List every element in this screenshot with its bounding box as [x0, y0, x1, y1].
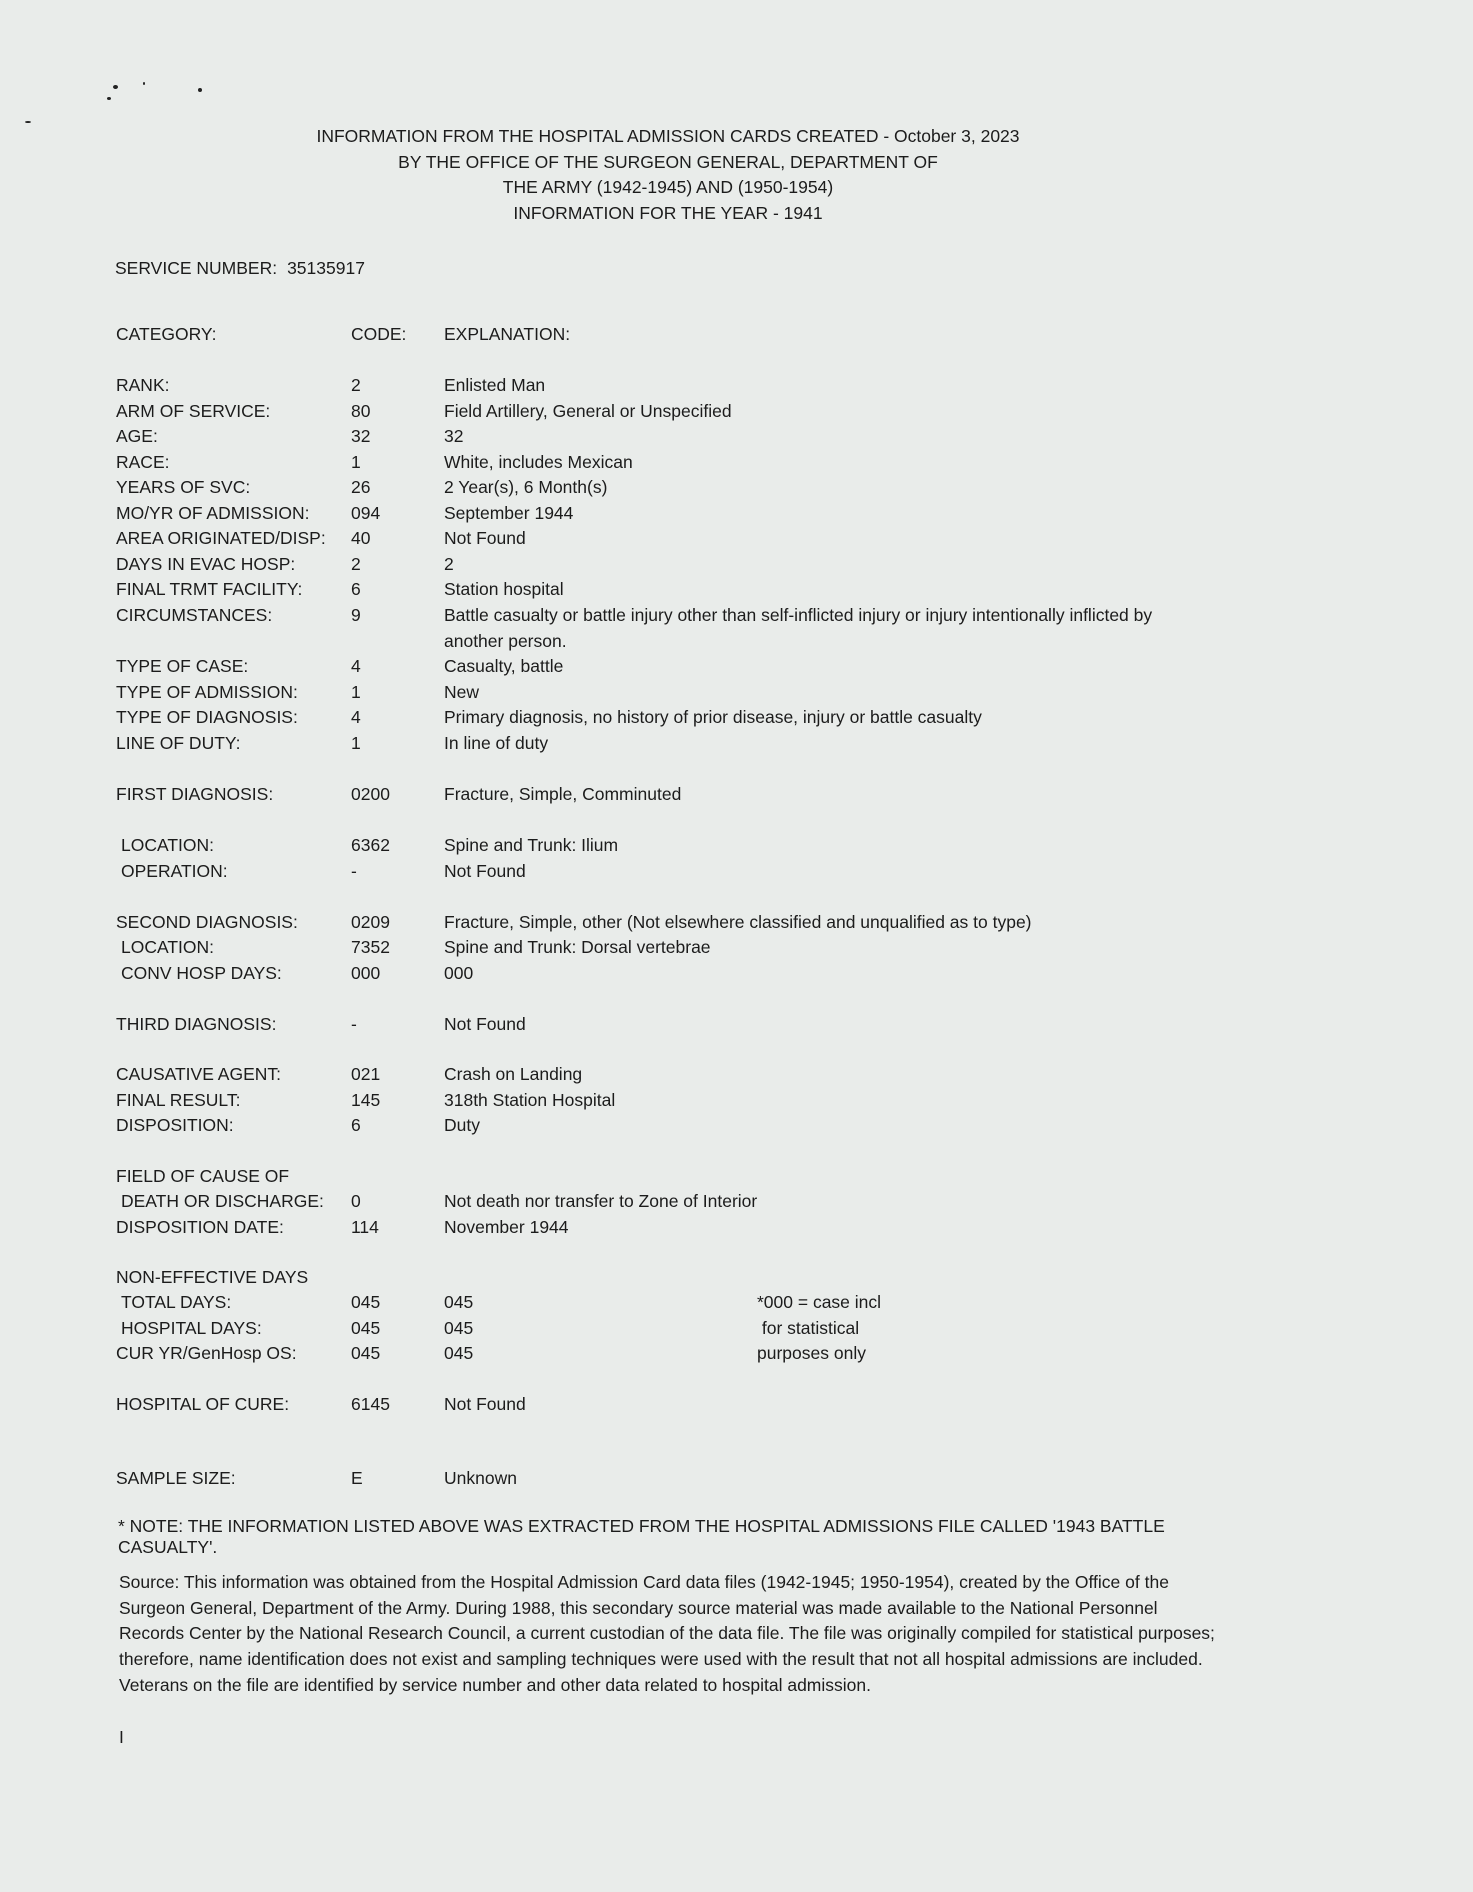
row-code: 021: [351, 1064, 381, 1084]
row-code: 6: [351, 1115, 361, 1135]
row-code: 6362: [351, 835, 390, 855]
extraction-note: * NOTE: THE INFORMATION LISTED ABOVE WAS EXTRACTED FROM THE HOSPITAL ADMISSIONS FILE CALLED '1943 BATTLE CASUALTY'.: [118, 1516, 1165, 1557]
row-explanation: 2: [444, 554, 454, 574]
row-category: NON-EFFECTIVE DAYS: [116, 1267, 309, 1287]
ink-speck: [25, 121, 31, 123]
row-explanation: 045: [444, 1318, 474, 1338]
row-explanation: Fracture, Simple, other (Not elsewhere classified and unqualified as to type): [444, 912, 1032, 932]
row-code: -: [351, 1014, 357, 1034]
service-number-value: 35135917: [287, 258, 365, 278]
row-category: ARM OF SERVICE:: [116, 401, 271, 421]
row-explanation: 000: [444, 963, 474, 983]
row-explanation: In line of duty: [444, 733, 549, 753]
column-header-explanation: EXPLANATION:: [444, 324, 571, 344]
row-category: TYPE OF DIAGNOSIS:: [116, 707, 298, 727]
column-header-code: CODE:: [351, 324, 407, 344]
row-category: SAMPLE SIZE:: [116, 1468, 236, 1488]
row-code: 045: [351, 1343, 381, 1363]
row-explanation: 045: [444, 1292, 474, 1312]
row-code: 7352: [351, 937, 390, 957]
row-code: 26: [351, 477, 371, 497]
row-explanation: Not Found: [444, 528, 526, 548]
row-code: 4: [351, 656, 361, 676]
row-category: YEARS OF SVC:: [116, 477, 251, 497]
row-explanation: Spine and Trunk: Dorsal vertebrae: [444, 937, 711, 957]
row-explanation: Not Found: [444, 1394, 526, 1414]
row-explanation: Casualty, battle: [444, 656, 564, 676]
row-category: LOCATION:: [121, 835, 215, 855]
row-category: OPERATION:: [121, 861, 228, 881]
row-explanation: Unknown: [444, 1468, 517, 1488]
row-category: DEATH OR DISCHARGE:: [121, 1191, 324, 1211]
row-explanation: White, includes Mexican: [444, 452, 633, 472]
header-line: INFORMATION FROM THE HOSPITAL ADMISSION CARDS CREATED - October 3, 2023: [316, 126, 1020, 146]
row-code: 80: [351, 401, 371, 421]
row-explanation: Duty: [444, 1115, 480, 1135]
row-category: CONV HOSP DAYS:: [121, 963, 282, 983]
row-explanation: Fracture, Simple, Comminuted: [444, 784, 682, 804]
statistical-note-line: purposes only: [757, 1343, 866, 1363]
row-code: 1: [351, 452, 361, 472]
header-line: THE ARMY (1942-1945) AND (1950-1954): [502, 177, 834, 197]
row-code: 094: [351, 503, 381, 523]
row-explanation: Battle casualty or battle injury other than self-inflicted injury or injury intentionally inflicted by another person.: [444, 605, 1153, 651]
row-code: 0: [351, 1191, 361, 1211]
row-category: LINE OF DUTY:: [116, 733, 241, 753]
row-explanation: Field Artillery, General or Unspecified: [444, 401, 732, 421]
row-explanation: Not Found: [444, 861, 526, 881]
page-mark: I: [119, 1727, 124, 1747]
row-category: CIRCUMSTANCES:: [116, 605, 273, 625]
row-explanation: Not death nor transfer to Zone of Interior: [444, 1191, 758, 1211]
row-category: FINAL RESULT:: [116, 1090, 241, 1110]
statistical-note-line: for statistical: [757, 1317, 860, 1338]
row-code: 2: [351, 375, 361, 395]
row-explanation: Crash on Landing: [444, 1064, 583, 1084]
row-code: 4: [351, 707, 361, 727]
service-number-label: SERVICE NUMBER:: [115, 258, 278, 278]
row-explanation: 2 Year(s), 6 Month(s): [444, 477, 608, 497]
row-category: CAUSATIVE AGENT:: [116, 1064, 281, 1084]
row-code: 2: [351, 554, 361, 574]
row-code: -: [351, 861, 357, 881]
ink-speck: [198, 88, 202, 92]
row-explanation: Station hospital: [444, 579, 564, 599]
row-category: RANK:: [116, 375, 170, 395]
row-category: TYPE OF ADMISSION:: [116, 682, 298, 702]
row-code: 045: [351, 1318, 381, 1338]
row-explanation: September 1944: [444, 503, 574, 523]
row-explanation: 318th Station Hospital: [444, 1090, 616, 1110]
row-code: 114: [351, 1217, 379, 1237]
row-explanation: November 1944: [444, 1217, 569, 1237]
row-category: LOCATION:: [121, 937, 215, 957]
row-explanation: Primary diagnosis, no history of prior disease, injury or battle casualty: [444, 707, 982, 727]
row-code: 32: [351, 426, 371, 446]
row-code: 6145: [351, 1394, 390, 1414]
column-header-category: CATEGORY:: [116, 324, 217, 344]
row-explanation: Not Found: [444, 1014, 526, 1034]
row-category: AREA ORIGINATED/DISP:: [116, 528, 326, 548]
row-category: FIRST DIAGNOSIS:: [116, 784, 274, 804]
row-category: AGE:: [116, 426, 158, 446]
source-paragraph: Source: This information was obtained from the Hospital Admission Card data files (1942-1945; 1950-1954), created by the Office of the Surgeon General, Department of the Army. During 1988, this secondary source material was made available to the National Personnel Records Center by the National Research Council, a current custodian of the data file. The file was originally compiled for statistical purposes; therefore, name identification does not exist and sampling techniques were used with the result that not all hospital admissions are included. Veterans on the file are identified by service number and other data related to hospital admission.: [119, 1572, 1215, 1695]
row-category: FINAL TRMT FACILITY:: [116, 579, 303, 599]
row-category: SECOND DIAGNOSIS:: [116, 912, 298, 932]
row-code: 0200: [351, 784, 390, 804]
document-header: [0, 124, 1336, 226]
service-number: [115, 258, 375, 279]
row-explanation: Spine and Trunk: Ilium: [444, 835, 619, 855]
ink-speck: [107, 97, 111, 100]
ink-speck: [143, 82, 145, 85]
row-category: DAYS IN EVAC HOSP:: [116, 554, 296, 574]
row-category: HOSPITAL DAYS:: [121, 1318, 262, 1338]
row-explanation: 045: [444, 1343, 474, 1363]
row-category: CUR YR/GenHosp OS:: [116, 1343, 297, 1363]
header-line: INFORMATION FOR THE YEAR - 1941: [513, 202, 823, 223]
ink-speck: [113, 85, 118, 89]
row-category: TYPE OF CASE:: [116, 656, 249, 676]
statistical-note-line: *000 = case incl: [757, 1292, 882, 1312]
row-explanation: New: [444, 682, 480, 702]
row-code: 1: [351, 733, 361, 753]
row-category: MO/YR OF ADMISSION:: [116, 503, 310, 523]
row-explanation: Enlisted Man: [444, 375, 546, 395]
row-category: THIRD DIAGNOSIS:: [116, 1014, 277, 1034]
row-code: 6: [351, 579, 361, 599]
row-code: 40: [351, 528, 371, 548]
row-category: TOTAL DAYS:: [121, 1292, 232, 1312]
row-category: RACE:: [116, 452, 170, 472]
row-code: E: [351, 1468, 363, 1488]
statistical-note: [757, 1290, 881, 1367]
row-explanation: 32: [444, 426, 464, 446]
row-category: DISPOSITION:: [116, 1115, 234, 1135]
header-line: BY THE OFFICE OF THE SURGEON GENERAL, DEPARTMENT OF: [398, 151, 938, 172]
row-code: 9: [351, 605, 361, 625]
row-code: 1: [351, 682, 361, 702]
row-category: DISPOSITION DATE:: [116, 1217, 284, 1237]
row-category: HOSPITAL OF CURE:: [116, 1394, 290, 1414]
row-category: FIELD OF CAUSE OF: [116, 1166, 290, 1186]
row-code: 145: [351, 1090, 381, 1110]
row-code: 045: [351, 1292, 381, 1312]
row-code: 000: [351, 963, 381, 983]
row-code: 0209: [351, 912, 390, 932]
